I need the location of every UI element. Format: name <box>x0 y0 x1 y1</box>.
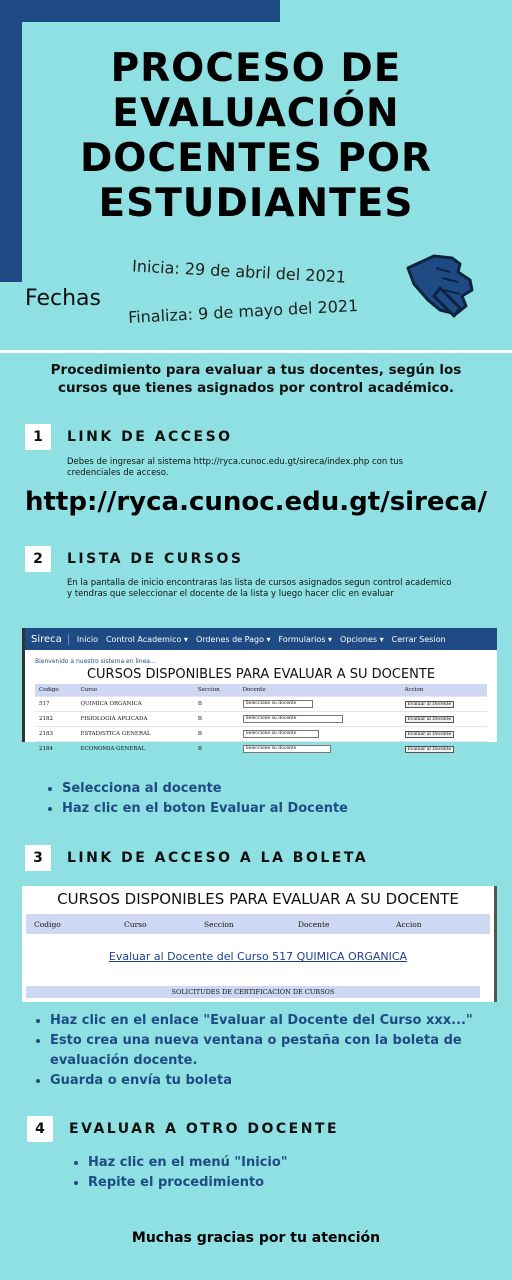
column-header: Docente <box>298 919 330 929</box>
corner-decoration-top <box>0 0 280 22</box>
nav-item-control-academico[interactable]: Control Academico ▾ <box>105 634 188 644</box>
evaluate-button[interactable]: Evaluar al Docente <box>405 716 455 723</box>
step-description <box>67 578 487 600</box>
end-date: Finaliza: 9 de mayo del 2021 <box>127 295 359 328</box>
table-row <box>35 727 487 742</box>
step-title: LINK DE ACCESO <box>67 429 233 445</box>
evaluation-link-screenshot <box>22 886 497 1002</box>
nav-item-cerrar-sesion[interactable]: Cerrar Sesion <box>391 634 446 644</box>
cell-course: ECONOMIA GENERAL <box>76 742 193 757</box>
evaluate-course-link[interactable]: Evaluar al Docente del Curso 517 QUIMICA ORGANICA <box>108 950 408 963</box>
cell-section: B <box>194 742 239 757</box>
step-number: 2 <box>25 546 51 572</box>
cell-course: ESTADISTICA GENERAL <box>76 727 193 742</box>
column-header: Accion <box>401 684 487 697</box>
column-header: Seccion <box>204 919 234 929</box>
column-header: Docente <box>239 684 401 697</box>
step-title: EVALUAR A OTRO DOCENTE <box>69 1121 340 1137</box>
nav-item-ordenes-pago[interactable]: Ordenes de Pago ▾ <box>195 634 271 644</box>
evaluate-button[interactable]: Evaluar al Docente <box>405 701 455 708</box>
step-number: 3 <box>25 845 51 871</box>
evaluate-button[interactable]: Evaluar al Docente <box>405 731 455 738</box>
title-line: ESTUDIANTES <box>98 181 414 226</box>
column-header: Accion <box>396 919 422 929</box>
start-date: Inicia: 29 de abril del 2021 <box>131 256 347 287</box>
cell-code: 517 <box>35 697 76 712</box>
step2-bullets <box>44 779 482 819</box>
desc-line: En la pantalla de inicio encontraras las lista de cursos asignados segun control academico <box>67 578 452 588</box>
screenshot-title: CURSOS DISPONIBLES PARA EVALUAR A SU DOCENTE <box>57 890 459 908</box>
app-navbar <box>25 628 497 650</box>
title-line: DOCENTES POR <box>79 136 433 181</box>
table-row <box>35 742 487 757</box>
fechas-label: Fechas <box>25 286 101 311</box>
column-header: Seccion <box>194 684 239 697</box>
table-header <box>26 914 490 934</box>
screenshot-title: CURSOS DISPONIBLES PARA EVALUAR A SU DOCENTE <box>86 667 436 682</box>
title-line: EVALUACIÓN <box>112 91 400 136</box>
list-item: • Haz clic en el enlace "Evaluar al Docente del Curso xxx..." <box>50 1011 490 1031</box>
table-row <box>35 712 487 727</box>
cell-course: QUIMICA ORGANICA <box>76 697 193 712</box>
step-number: 1 <box>25 424 51 450</box>
nav-item-opciones[interactable]: Opciones ▾ <box>340 634 384 644</box>
app-brand[interactable]: Sireca <box>31 634 69 645</box>
step3-bullets <box>32 1011 490 1091</box>
cell-code: 2182 <box>35 712 76 727</box>
courses-table <box>35 684 487 756</box>
cell-code: 2183 <box>35 727 76 742</box>
desc-line: y tendras que seleccionar el docente de la lista y luego hacer clic en evaluar <box>67 589 394 599</box>
list-item: • Esto crea una nueva ventana o pestaña con la boleta de evaluación docente. <box>50 1031 490 1071</box>
page-title <box>30 46 482 226</box>
pointing-hand-icon <box>400 250 480 322</box>
corner-decoration-left <box>0 0 22 282</box>
list-item: • Repite el procedimiento <box>88 1173 448 1193</box>
step-title: LISTA DE CURSOS <box>67 551 244 567</box>
list-item: • Haz clic en el boton Evaluar al Docente <box>62 799 482 819</box>
teacher-select[interactable]: Seleccione su docente <box>243 730 319 738</box>
column-header: Codigo <box>35 684 76 697</box>
nav-item-formularios[interactable]: Formularios ▾ <box>278 634 333 644</box>
list-item: • Haz clic en el menú "Inicio" <box>88 1153 448 1173</box>
column-header: Curso <box>76 684 193 697</box>
column-header: Codigo <box>34 919 61 929</box>
cell-code: 2184 <box>35 742 76 757</box>
cell-section: B <box>194 712 239 727</box>
list-item: • Guarda o envía tu boleta <box>50 1071 490 1091</box>
step4-bullets <box>70 1153 448 1193</box>
column-header: Curso <box>124 919 147 929</box>
nav-item-inicio[interactable]: Inicio <box>76 634 98 644</box>
teacher-select[interactable]: Seleccione su docente <box>243 700 313 708</box>
cell-section: B <box>194 697 239 712</box>
title-line: PROCESO DE <box>110 46 402 91</box>
step-description: Debes de ingresar al sistema http://ryca.cunoc.edu.gt/sireca/index.php con tus credenciales de acceso. <box>67 457 404 478</box>
section-divider <box>0 350 512 353</box>
certification-bar: SOLICITUDES DE CERTIFICACION DE CURSOS <box>26 986 480 998</box>
teacher-select[interactable]: Seleccione su docente <box>243 715 343 723</box>
cell-course: FISIOLOGIA APLICADA <box>76 712 193 727</box>
cell-section: B <box>194 727 239 742</box>
list-item: • Selecciona al docente <box>62 779 482 799</box>
courses-screenshot <box>22 628 497 752</box>
teacher-select[interactable]: Seleccione su docente <box>243 745 331 753</box>
evaluate-button[interactable]: Evaluar al Docente <box>405 746 455 753</box>
welcome-text: Bienvenido a nuestro sistema en linea... <box>35 658 156 665</box>
thank-you-text: Muchas gracias por tu atención <box>131 1230 381 1246</box>
step-title: LINK DE ACCESO A LA BOLETA <box>67 850 369 866</box>
intro-text: Procedimiento para evaluar a tus docentes, según los cursos que tienes asignados por control académico. <box>50 362 462 396</box>
step-number: 4 <box>27 1116 53 1142</box>
access-link[interactable]: http://ryca.cunoc.edu.gt/sireca/ <box>24 487 488 517</box>
table-row <box>35 697 487 712</box>
